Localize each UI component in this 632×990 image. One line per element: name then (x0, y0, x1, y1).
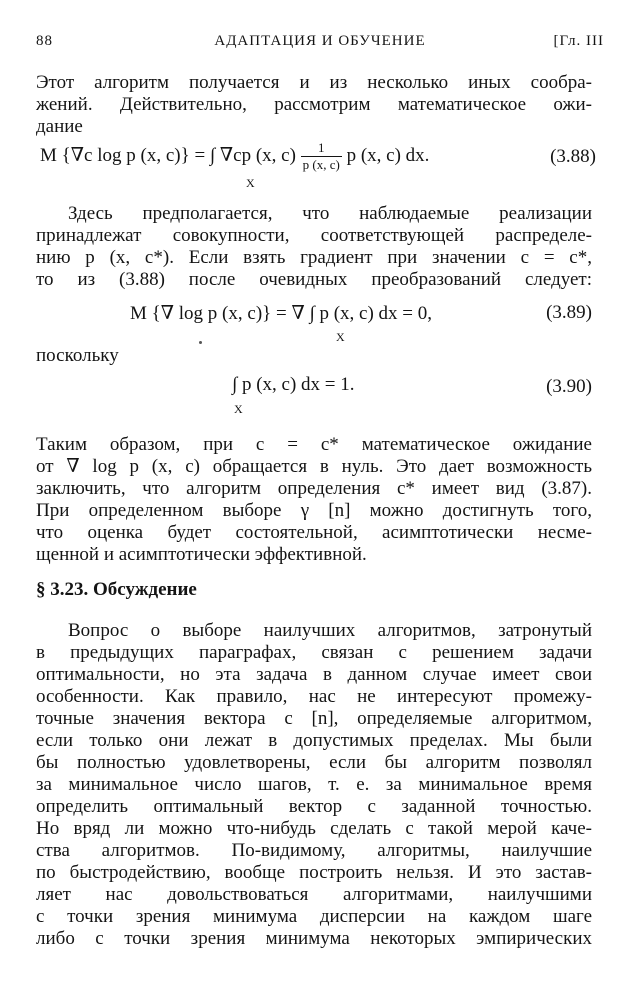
text-line: Таким образом, при c = c* математическое ожидание (36, 434, 592, 455)
text-line: с точки зрения минимума дисперсии на каждом шаге (36, 906, 592, 927)
equation-3-88 (40, 140, 429, 173)
equation-3-90: ∫ p (x, c) dx = 1. (232, 374, 355, 395)
text-line: определить оптимальный вектор с заданной точностью. (36, 796, 592, 817)
text-line: особенности. Как правило, нас не интересуют промежу- (36, 686, 592, 707)
text-line: если только они лежат в допустимых пределах. Мы были (36, 730, 592, 751)
text-line: оптимальности, но эта задача в данном случае имеет свои (36, 664, 592, 685)
equation-left: M {∇c log p (x, c)} = ∫ ∇cp (x, c) (40, 144, 296, 166)
text-line: При определенном выборе γ [n] можно достигнуть того, (36, 500, 592, 521)
fraction-numerator: 1 (301, 140, 342, 157)
fraction-denominator: p (x, c) (302, 157, 340, 172)
text-line: Вопрос о выборе наилучших алгоритмов, затронутый (68, 620, 592, 641)
integral-limit: X (336, 330, 345, 344)
text-line: точные значения вектора c [n], определяемые алгоритмом, (36, 708, 592, 729)
text-line: принадлежат совокупности, соответствующей распределе- (36, 225, 592, 246)
running-title: АДАПТАЦИЯ И ОБУЧЕНИЕ (214, 33, 426, 49)
text-line: щенной и асимптотически эффективной. (36, 544, 367, 565)
integral-limit: X (234, 402, 243, 416)
chapter-reference: [Гл. III (553, 33, 604, 49)
equation-number: (3.90) (546, 376, 592, 397)
text-line: бы полностью удовлетворены, если бы алгоритм позволял (36, 752, 592, 773)
text-line: за минимальное число шагов, т. е. за минимальное время (36, 774, 592, 795)
text-line: в предыдущих параграфах, связан с решением задачи (36, 642, 592, 663)
section-heading: § 3.23. Обсуждение (36, 579, 197, 600)
paragraph-2 (36, 203, 592, 291)
text-line: ства алгоритмов. По-видимому, алгоритмы, наилучшие (36, 840, 592, 861)
integral-limit: X (246, 176, 255, 190)
equation-right: p (x, c) dx. (346, 144, 430, 166)
text-line: что оценка будет состоятельной, асимптотически несме- (36, 522, 592, 543)
equation-3-89: M {∇ log p (x, c)} = ∇ ∫ p (x, c) dx = 0, (130, 303, 433, 324)
equation-number: (3.89) (546, 302, 592, 323)
paragraph-4 (36, 620, 592, 950)
text-line: заключить, что алгоритм определения c* имеет вид (3.87). (36, 478, 592, 499)
text-line: жений. Действительно, рассмотрим математическое ожи- (36, 94, 592, 115)
text-line: Но вряд ли можно что-нибудь сделать с такой мерой каче- (36, 818, 592, 839)
text-line: Здесь предполагается, что наблюдаемые реализации (68, 203, 592, 224)
ink-dot (199, 341, 202, 344)
paragraph-3 (36, 434, 592, 566)
text-line: то из (3.88) после очевидных преобразований следует: (36, 269, 592, 290)
text-line: ляет нас довольствоваться алгоритмами, наилучшими (36, 884, 592, 905)
text-line: нию p (x, c*). Если взять градиент при значении c = c*, (36, 247, 592, 268)
text-line: либо с точки зрения минимума некоторых эмпирических (36, 928, 592, 949)
since-word: поскольку (36, 345, 119, 366)
running-header (36, 33, 604, 53)
text-line: Этот алгоритм получается и из несколько иных сообра- (36, 72, 592, 93)
page-number: 88 (36, 33, 53, 49)
text-line: от ∇ log p (x, c) обращается в нуль. Это дает возможность (36, 456, 592, 477)
intro-paragraph (36, 72, 592, 138)
text-line: по быстродействию, вообще построить нельзя. И это застав- (36, 862, 592, 883)
text-line: дание (36, 116, 83, 137)
equation-number: (3.88) (550, 146, 596, 167)
fraction (301, 140, 342, 173)
